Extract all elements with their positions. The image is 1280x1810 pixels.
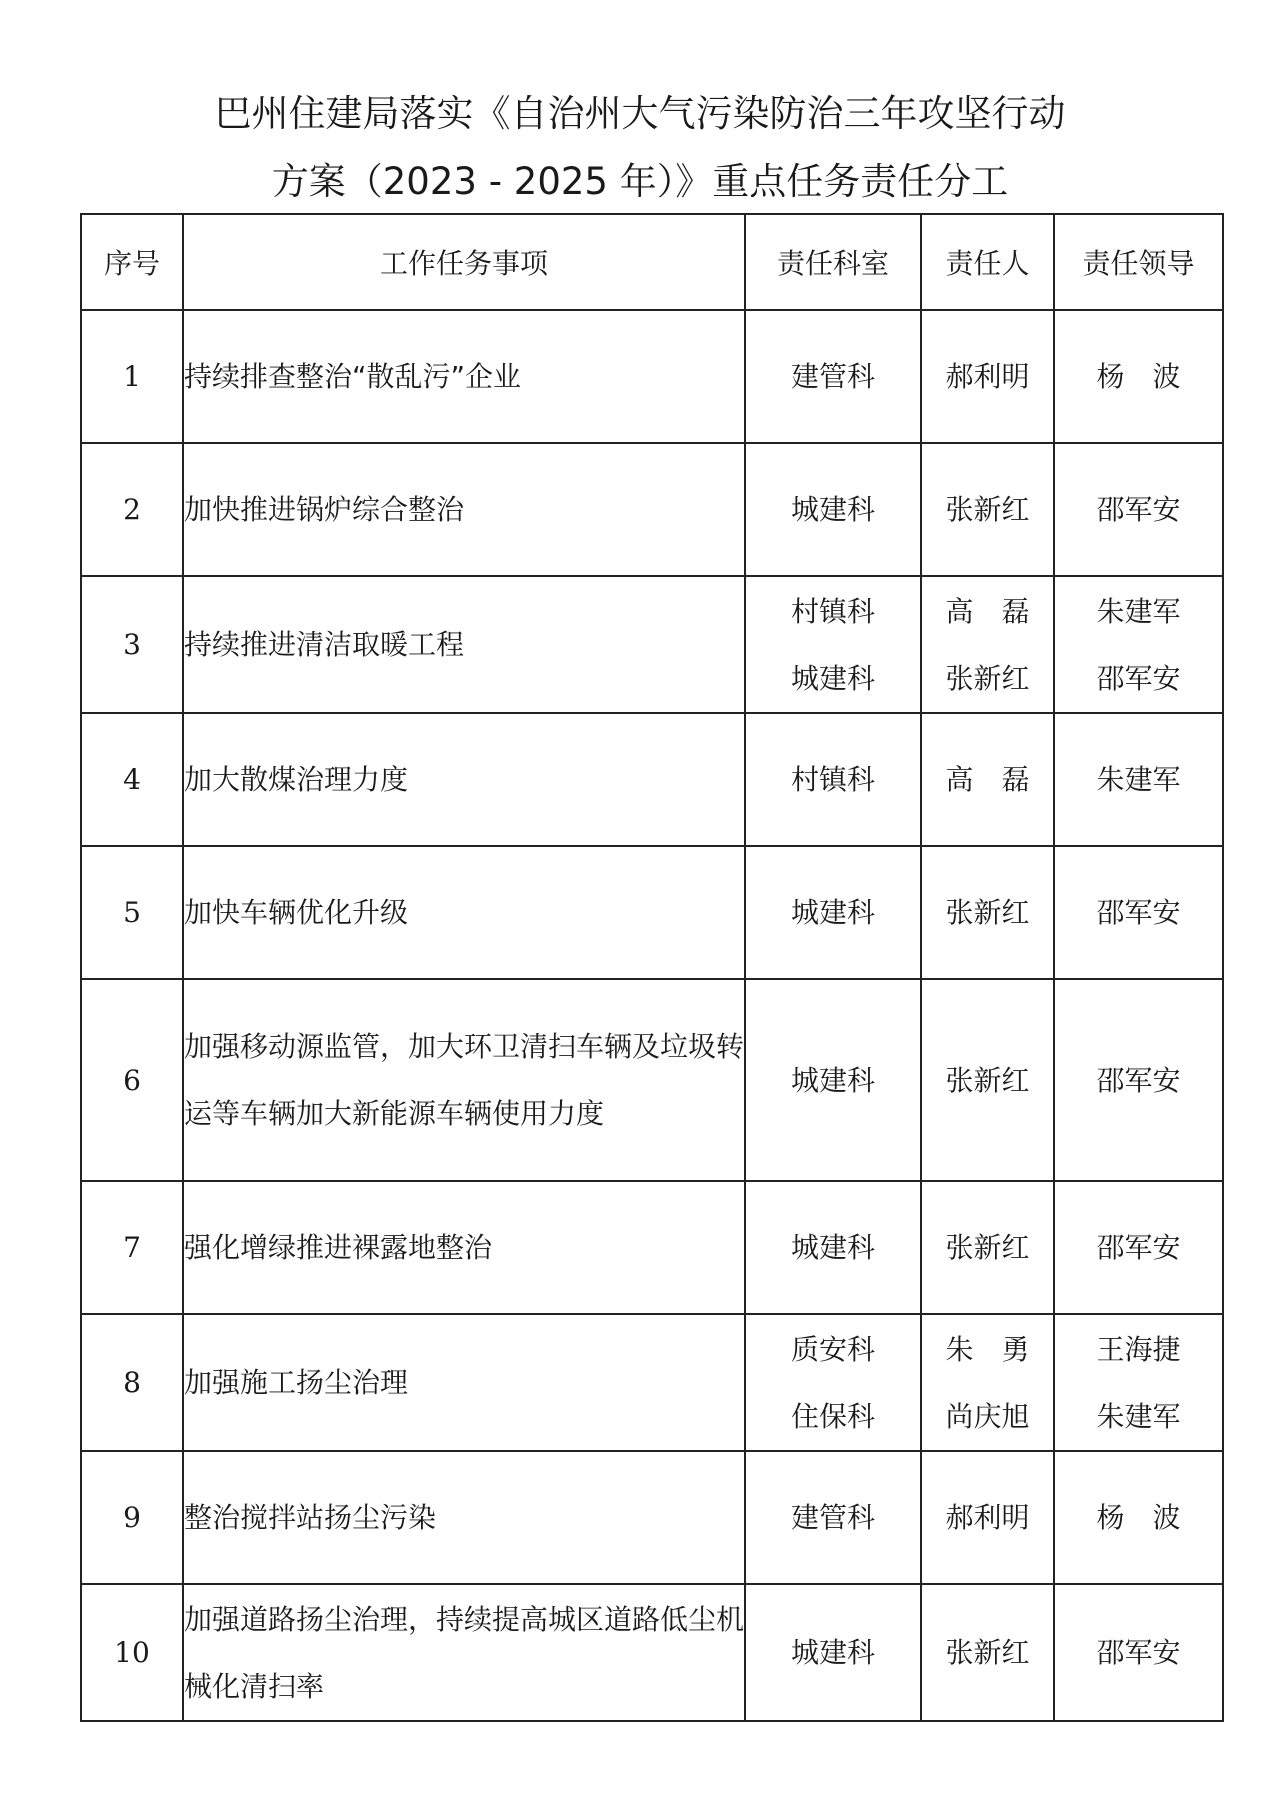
table-header-row: [81, 214, 1223, 310]
leader-cell: [1054, 310, 1223, 443]
row-number: 3: [81, 576, 183, 713]
task-description: 加强施工扬尘治理: [183, 1314, 745, 1451]
dept-cell: [745, 1314, 921, 1451]
person-cell: [921, 443, 1054, 576]
leader-cell: [1054, 576, 1223, 713]
leader-name: 邵军安: [1096, 896, 1181, 929]
leader-name: 朱建军: [1096, 594, 1181, 628]
task-description: 加强道路扬尘治理，持续提高城区道路低尘机械化清扫率: [183, 1584, 745, 1721]
leader-name: 朱建军: [1096, 763, 1181, 796]
dept-name: 村镇科: [790, 763, 875, 796]
dept-name: 城建科: [790, 1063, 875, 1097]
row-number: 4: [81, 713, 183, 846]
document-title-line-1: 巴州住建局落实《自治州大气污染防治三年攻坚行动: [214, 92, 1066, 135]
person-cell: [921, 1451, 1054, 1584]
leader-name: 邵军安: [1096, 1063, 1181, 1097]
task-description: 整治搅拌站扬尘污染: [183, 1451, 745, 1584]
person-name: 郝利明: [945, 1501, 1030, 1534]
dept-cell: [745, 576, 921, 713]
dept-name: 村镇科: [790, 594, 875, 628]
table-row: [81, 1584, 1223, 1721]
dept-cell: [745, 979, 921, 1181]
table-row: [81, 979, 1223, 1181]
header-task: 工作任务事项: [183, 214, 745, 310]
dept-cell: [745, 1451, 921, 1584]
leader-cell: [1054, 443, 1223, 576]
person-cell: [921, 713, 1054, 846]
table-row: [81, 310, 1223, 443]
table-row: [81, 576, 1223, 713]
leader-cell: [1054, 713, 1223, 846]
leader-name: 杨 波: [1096, 360, 1181, 393]
task-description: 加快车辆优化升级: [183, 846, 745, 979]
leader-name: 邵军安: [1096, 661, 1181, 695]
header-person: 责任人: [921, 214, 1054, 310]
dept-cell: [745, 713, 921, 846]
leader-cell: [1054, 1584, 1223, 1721]
task-description: 加大散煤治理力度: [183, 713, 745, 846]
person-cell: [921, 846, 1054, 979]
leader-name: 王海捷: [1096, 1332, 1181, 1366]
table-row: [81, 846, 1223, 979]
person-cell: [921, 310, 1054, 443]
person-name: 朱 勇: [945, 1332, 1030, 1366]
person-name: 张新红: [945, 1636, 1030, 1669]
dept-cell: [745, 846, 921, 979]
table-row: [81, 1181, 1223, 1314]
dept-cell: [745, 443, 921, 576]
leader-cell: [1054, 1451, 1223, 1584]
table-row: [81, 1314, 1223, 1451]
row-number: 8: [81, 1314, 183, 1451]
person-name: 尚庆旭: [945, 1399, 1030, 1433]
dept-name: 城建科: [790, 896, 875, 929]
person-name: 张新红: [945, 661, 1030, 695]
dept-name: 城建科: [790, 1231, 875, 1264]
leader-cell: [1054, 979, 1223, 1181]
task-description: 持续排查整治“散乱污”企业: [183, 310, 745, 443]
table-row: [81, 713, 1223, 846]
task-description: 加强移动源监管，加大环卫清扫车辆及垃圾转运等车辆加大新能源车辆使用力度: [183, 979, 745, 1181]
person-name: 张新红: [945, 896, 1030, 929]
leader-name: 朱建军: [1096, 1399, 1181, 1433]
person-name: 张新红: [945, 1063, 1030, 1097]
person-name: 郝利明: [945, 360, 1030, 393]
dept-cell: [745, 310, 921, 443]
leader-name: 邵军安: [1096, 493, 1181, 526]
dept-name: 城建科: [790, 1636, 875, 1669]
row-number: 6: [81, 979, 183, 1181]
dept-name: 建管科: [790, 360, 875, 393]
header-dept: 责任科室: [745, 214, 921, 310]
dept-cell: [745, 1584, 921, 1721]
task-description: 持续推进清洁取暖工程: [183, 576, 745, 713]
header-no: 序号: [81, 214, 183, 310]
dept-cell: [745, 1181, 921, 1314]
row-number: 7: [81, 1181, 183, 1314]
leader-name: 邵军安: [1096, 1636, 1181, 1669]
table-row: [81, 1451, 1223, 1584]
dept-name: 建管科: [790, 1501, 875, 1534]
row-number: 10: [81, 1584, 183, 1721]
person-name: 张新红: [945, 493, 1030, 526]
row-number: 2: [81, 443, 183, 576]
leader-name: 杨 波: [1096, 1501, 1181, 1534]
person-cell: [921, 1584, 1054, 1721]
task-assignment-table: [80, 213, 1224, 1722]
dept-name: 城建科: [790, 661, 875, 695]
document-title-line-2: 方案（2023 - 2025 年）》重点任务责任分工: [271, 160, 1009, 203]
row-number: 9: [81, 1451, 183, 1584]
person-name: 张新红: [945, 1231, 1030, 1264]
task-description: 加快推进锅炉综合整治: [183, 443, 745, 576]
dept-name: 质安科: [790, 1332, 875, 1366]
person-cell: [921, 979, 1054, 1181]
leader-cell: [1054, 1181, 1223, 1314]
dept-name: 住保科: [790, 1399, 875, 1433]
leader-name: 邵军安: [1096, 1231, 1181, 1264]
person-name: 高 磊: [945, 763, 1030, 796]
dept-name: 城建科: [790, 493, 875, 526]
person-cell: [921, 576, 1054, 713]
person-cell: [921, 1181, 1054, 1314]
task-description: 强化增绿推进裸露地整治: [183, 1181, 745, 1314]
person-cell: [921, 1314, 1054, 1451]
row-number: 5: [81, 846, 183, 979]
row-number: 1: [81, 310, 183, 443]
leader-cell: [1054, 846, 1223, 979]
header-leader: 责任领导: [1054, 214, 1223, 310]
leader-cell: [1054, 1314, 1223, 1451]
person-name: 高 磊: [945, 594, 1030, 628]
table-row: [81, 443, 1223, 576]
